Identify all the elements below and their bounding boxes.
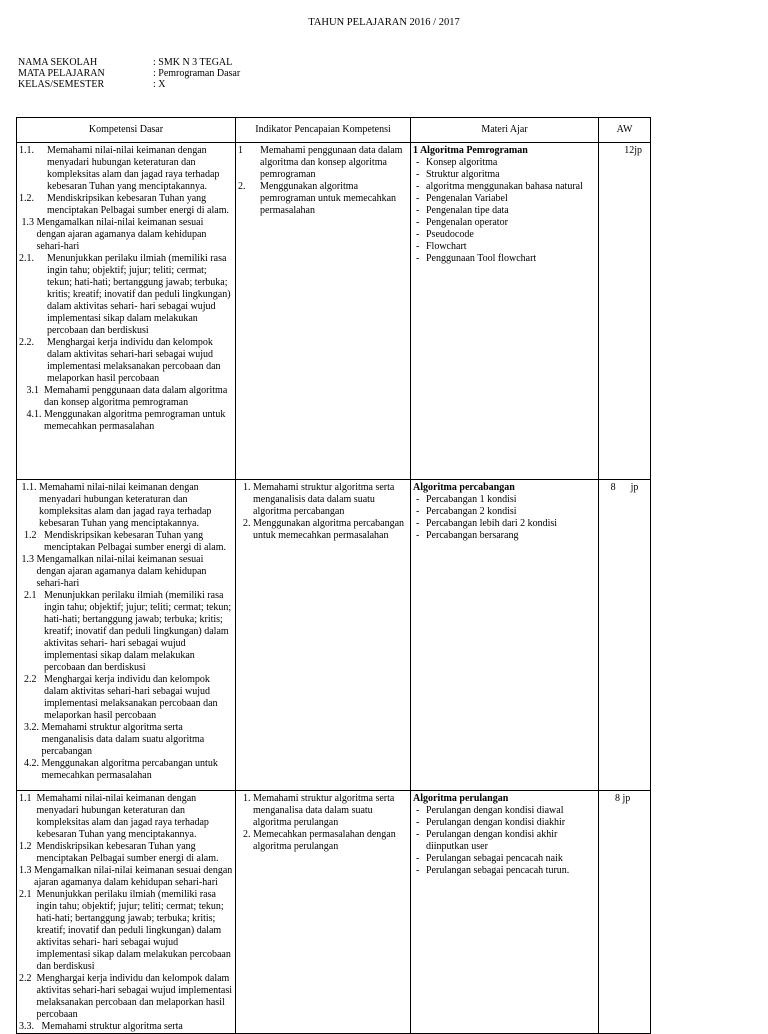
table-header-row [17,118,651,143]
material-item: - Perulangan dengan kondisi akhir diinputkan user [413,829,596,853]
indicator-number: 2. [238,181,246,192]
kd-item [19,385,233,409]
material-item: - Percabangan 2 kondisi [413,506,596,518]
material-item: - Percabangan 1 kondisi [413,494,596,506]
meta-label: NAMA SEKOLAH [18,57,98,68]
indicator-item [238,518,408,542]
kd-item [19,193,233,217]
kd-cell [17,143,236,480]
material-heading: Algoritma percabangan [413,482,515,493]
table-row [17,480,651,791]
kd-number: 1.1. [19,145,34,156]
indicator-item [238,145,408,181]
indicator-text: Menggunakan algoritma percabangan untuk memecahkan permasalahan [253,518,405,541]
material-text: Pengenalan tipe data [426,205,509,216]
kd-number: 1.2 [19,841,37,852]
meta-value: : SMK N 3 TEGAL [153,57,233,68]
kd-text: Menghargai kerja individu dan kelompok dalam aktivitas sehari-hari sebagai wujud implementasi melaksanakan percobaan dan melaporkan hasil percobaan [36,973,232,1020]
material-item: - Pengenalan Variabel [413,193,596,205]
aw-cell: 8 jp [599,791,651,1034]
header-indikator: Indikator Pencapaian Kompetensi [236,118,411,143]
header-kompetensi-dasar: Kompetensi Dasar [17,118,236,143]
indicator-text: Memahami penggunaan data dalam algoritma dan konsep algoritma pemrograman [260,145,403,180]
material-text: Pengenalan operator [426,217,508,228]
kd-item [19,889,233,973]
material-text: Pengenalan Variabel [426,193,508,204]
kd-item [19,722,233,758]
header-aw: AW [599,118,651,143]
meta-value: : Pemrograman Dasar [153,68,241,79]
kd-number: 1.3 [19,217,37,228]
indicator-number: 1 [238,145,243,156]
kd-number: 2.1. [19,253,34,264]
kd-number: 1.2 [19,530,44,541]
aw-cell: 8 jp [599,480,651,791]
material-item: - Struktur algoritma [413,169,596,181]
material-text: Perulangan dengan kondisi diawal [426,805,564,816]
kd-text: Memahami nilai-nilai keimanan dengan menyadari hubungan keteraturan dan kompleksitas alam dan jagad raya terhadap kebesaran Tuhan yang menciptakannya. [47,145,220,192]
kd-item [19,253,233,337]
kd-item [19,758,233,782]
indicator-text: Menggunakan algoritma pemrograman untuk memecahkan permasalahan [260,181,397,216]
material-item: - Percabangan bersarang [413,530,596,542]
indicator-item [238,829,408,853]
kd-text: Menghargai kerja individu dan kelompok dalam aktivitas sehari-hari sebagai wujud implementasi melaksanakan percobaan dan melaporkan hasil percobaan [47,337,221,384]
kd-text: Memahami nilai-nilai keimanan dengan menyadari hubungan keteraturan dan kompleksitas alam dan jagad raya terhadap kebesaran Tuhan yang menciptakannya. [36,793,209,840]
kd-item [19,145,233,193]
kd-number: 2.2. [19,337,34,348]
material-item: - Perulangan dengan kondisi diakhir [413,817,596,829]
material-item: - Penggunaan Tool flowchart [413,253,596,265]
aw-cell: 12jp [599,143,651,480]
kd-number: 1.3 [19,865,34,876]
indicator-text: Memahami struktur algoritma serta menganalisa data dalam suatu algoritma perulangan [253,793,395,828]
kd-number: 4.2. [19,758,42,769]
material-text: Konsep algoritma [426,157,498,168]
indicator-item [238,181,408,217]
material-text: Pseudocode [426,229,474,240]
material-text: Percabangan 1 kondisi [426,494,517,505]
material-cell [411,480,599,791]
material-cell [411,143,599,480]
kd-number: 1.2. [19,193,34,204]
kd-text: Mengamalkan nilai-nilai keimanan sesuai dengan ajaran agamanya dalam kehidupan sehari-hari [36,554,207,589]
material-text: Perulangan dengan kondisi akhir diinputkan user [426,829,558,852]
kd-item [19,793,233,841]
material-text: Percabangan lebih dari 2 kondisi [426,518,558,529]
kd-text: Mengamalkan nilai-nilai keimanan sesuai dengan ajaran agamanya dalam kehidupan sehari-hari [34,865,233,888]
indicator-number: 2. [238,518,253,529]
kd-item [19,482,233,530]
material-item: - Perulangan sebagai pencacah naik [413,853,596,865]
material-text: Perulangan dengan kondisi diakhir [426,817,566,828]
kd-number: 3.1 [19,385,44,396]
kd-text: Memahami nilai-nilai keimanan dengan menyadari hubungan keteraturan dan kompleksitas alam dan jagad raya terhadap kebesaran Tuhan yang menciptakannya. [39,482,212,529]
kd-text: Memahami struktur algoritma serta [41,1021,183,1032]
indicator-cell [236,143,411,480]
kd-text: Memahami struktur algoritma serta menganalisis data dalam suatu algoritma percabangan [41,722,205,757]
kd-number: 2.1 [19,590,44,601]
kd-text: Memahami penggunaan data dalam algoritma dan konsep algoritma pemrograman [44,385,228,408]
indicator-item [238,482,408,518]
kd-item [19,217,233,253]
kd-item [19,590,233,674]
meta-label: KELAS/SEMESTER [18,79,105,90]
kd-number: 1.3 [19,554,37,565]
kd-item [19,337,233,385]
school-info [18,57,240,90]
material-text: algoritma menggunakan bahasa natural [426,181,583,192]
kd-number: 3.2. [19,722,42,733]
table-row [17,143,651,480]
kd-text: Mendiskripsikan kebesaran Tuhan yang menciptakan Pelbagai sumber energi di alam. [36,841,219,864]
material-item: - Perulangan dengan kondisi diawal [413,805,596,817]
kd-text: Menghargai kerja individu dan kelompok dalam aktivitas sehari-hari sebagai wujud implementasi melaksanakan percobaan dan melaporkan hasil percobaan [44,674,218,721]
kd-cell [17,791,236,1034]
meta-label: MATA PELAJARAN [18,68,105,79]
syllabus-table [16,117,651,1034]
indicator-text: Memahami struktur algoritma serta menganalisis data dalam suatu algoritma percabangan [253,482,395,517]
indicator-text: Memecahkan permasalahan dengan algoritma perulangan [253,829,396,852]
kd-item [19,409,233,433]
kd-text: Mengamalkan nilai-nilai keimanan sesuai dengan ajaran agamanya dalam kehidupan sehari-hari [36,217,207,252]
kd-text: Menggunakan algoritma pemrograman untuk memecahkan permasalahan [44,409,226,432]
kd-item [19,554,233,590]
material-text: Perulangan sebagai pencacah turun. [426,865,570,876]
kd-number: 1.1 [19,793,37,804]
indicator-number: 2. [238,829,253,840]
kd-number: 4.1. [19,409,44,420]
material-heading: 1 Algoritma Pemrograman [413,145,528,156]
document-title: TAHUN PELAJARAN 2016 / 2017 [308,17,460,28]
indicator-number: 1. [238,482,253,493]
material-item: - Pengenalan tipe data [413,205,596,217]
kd-item [19,1021,233,1033]
kd-text: Menunjukkan perilaku ilmiah (memiliki rasa ingin tahu; objektif; jujur; teliti; cermat; tekun; hati-hati; bertanggung jawab; terbuka; kritis; kreatif; inovatif dan peduli lingkungan) dalam aktivitas sehari- hari sebagai wujud implementasi sikap dalam melakukan percobaan dan berdiskusi [47,253,231,336]
kd-text: Mendiskripsikan kebesaran Tuhan yang menciptakan Pelbagai sumber energi di alam. [44,530,226,553]
kd-text: Mendiskripsikan kebesaran Tuhan yang menciptakan Pelbagai sumber energi di alam. [47,193,229,216]
material-text: Struktur algoritma [426,169,500,180]
header-materi-ajar: Materi Ajar [411,118,599,143]
meta-subject [18,68,240,79]
kd-item [19,865,233,889]
kd-number: 2.2 [19,674,44,685]
material-text: Perulangan sebagai pencacah naik [426,853,563,864]
material-item: - Pengenalan operator [413,217,596,229]
kd-item [19,973,233,1021]
kd-item [19,530,233,554]
material-text: Flowchart [426,241,467,252]
kd-cell [17,480,236,791]
material-item: - Percabangan lebih dari 2 kondisi [413,518,596,530]
kd-number: 1.1. [19,482,39,493]
kd-text: Menunjukkan perilaku ilmiah (memiliki rasa ingin tahu; objektif; jujur; teliti; cermat; tekun; hati-hati; bertanggung jawab; terbuka; kritis; kreatif; inovatif dan peduli lingkungan) dalam aktivitas sehari- hari sebagai wujud implementasi sikap dalam melakukan percobaan dan berdiskusi [36,889,231,972]
kd-number: 2.2 [19,973,37,984]
kd-text: Menunjukkan perilaku ilmiah (memiliki rasa ingin tahu; objektif; jujur; teliti; cermat; tekun; hati-hati; bertanggung jawab; terbuka; kritis; kreatif; inovatif dan peduli lingkungan) dalam aktivitas sehari- hari sebagai wujud implementasi sikap dalam melakukan percobaan dan berdiskusi [44,590,232,673]
kd-number: 2.1 [19,889,37,900]
indicator-cell [236,480,411,791]
meta-class [18,79,240,90]
indicator-number: 1. [238,793,253,804]
material-item: - Flowchart [413,241,596,253]
meta-school [18,57,240,68]
material-item: - Perulangan sebagai pencacah turun. [413,865,596,877]
kd-number: 3.3. [19,1021,42,1032]
material-text: Penggunaan Tool flowchart [426,253,537,264]
material-cell [411,791,599,1034]
kd-text: Menggunakan algoritma percabangan untuk memecahkan permasalahan [41,758,218,781]
meta-value: : X [153,79,166,90]
material-item: - Konsep algoritma [413,157,596,169]
material-heading: Algoritma perulangan [413,793,509,804]
indicator-item [238,793,408,829]
indicator-cell [236,791,411,1034]
material-item: - Pseudocode [413,229,596,241]
kd-item [19,841,233,865]
material-item: - algoritma menggunakan bahasa natural [413,181,596,193]
material-text: Percabangan bersarang [426,530,519,541]
material-text: Percabangan 2 kondisi [426,506,517,517]
kd-item [19,674,233,722]
table-row [17,791,651,1034]
